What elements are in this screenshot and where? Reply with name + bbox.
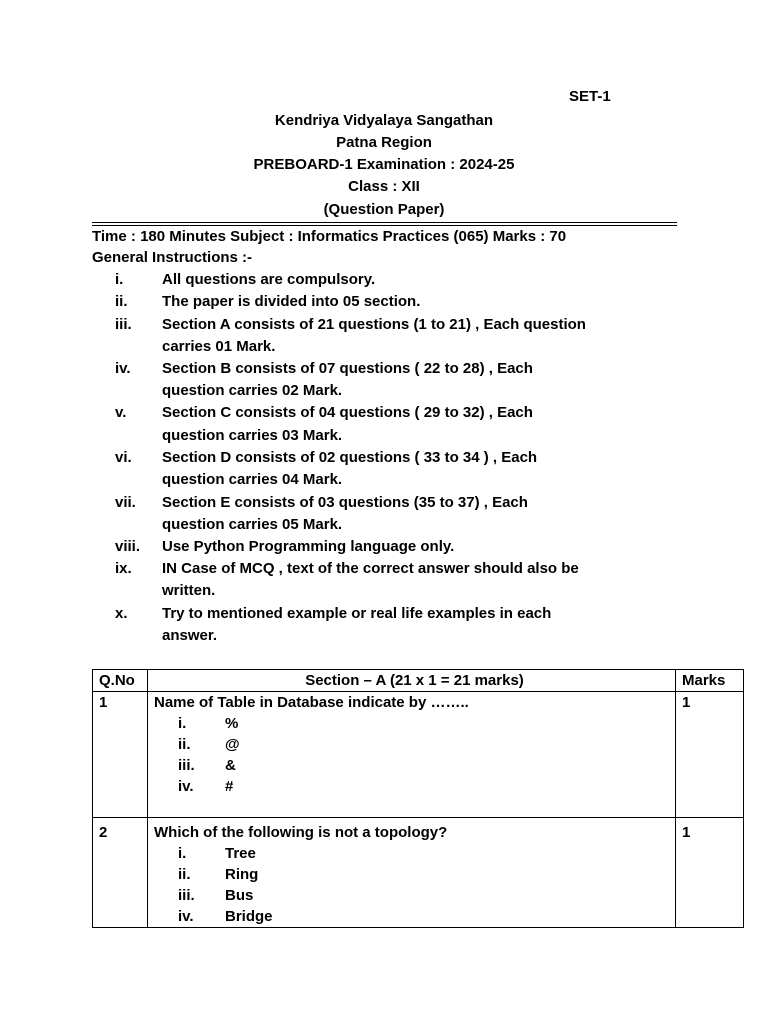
option-num: i. (178, 715, 187, 732)
instruction-text: The paper is divided into 05 section. (162, 293, 421, 310)
instruction-num: i. (115, 271, 124, 288)
question-cell (148, 692, 676, 818)
instruction-text: question carries 05 Mark. (162, 516, 343, 533)
instruction-text: Section D consists of 02 questions ( 33 to 34 ) , Each (162, 449, 538, 466)
option-text: Bus (225, 887, 254, 904)
instruction-text: answer. (162, 627, 218, 644)
instruction-text: Section B consists of 07 questions ( 22 to 28) , Each (162, 360, 533, 377)
option-num: iv. (178, 908, 194, 925)
option-text: % (225, 715, 239, 732)
instruction-text: question carries 02 Mark. (162, 382, 343, 399)
instruction-text: All questions are compulsory. (162, 271, 376, 288)
question-table (92, 669, 744, 928)
option-num: ii. (178, 736, 191, 753)
option-text: @ (225, 736, 240, 753)
option (154, 713, 675, 734)
section-header: Section – A (21 x 1 = 21 marks) (148, 670, 676, 692)
question-marks: 1 (676, 818, 744, 928)
meta-line: Time : 180 Minutes Subject : Informatics Practices (065) Marks : 70 (92, 228, 567, 245)
question-text: Name of Table in Database indicate by …….. (154, 694, 469, 711)
paper-label: (Question Paper) (323, 201, 445, 218)
option-text: Tree (225, 845, 256, 862)
instruction-text: Section A consists of 21 questions (1 to 21) , Each question (162, 316, 586, 333)
option-num: iii. (178, 757, 195, 774)
question-text: Which of the following is not a topology? (154, 824, 448, 841)
option (154, 885, 675, 906)
option-text: # (225, 778, 234, 795)
instruction-text: question carries 03 Mark. (162, 427, 343, 444)
question-cell (148, 818, 676, 928)
instruction-num: x. (115, 605, 128, 622)
region-name: Patna Region (336, 134, 432, 151)
double-rule-bottom (92, 225, 677, 226)
qno-header: Q.No (93, 670, 148, 692)
option (154, 734, 675, 755)
instruction-num: iii. (115, 316, 132, 333)
option (154, 755, 675, 776)
org-name: Kendriya Vidyalaya Sangathan (274, 112, 494, 129)
instruction-num: v. (115, 404, 127, 421)
instruction-text: Section E consists of 03 questions (35 to 37) , Each (162, 494, 528, 511)
table-row (93, 692, 744, 818)
question-number: 1 (93, 692, 148, 818)
option-text: & (225, 757, 236, 774)
table-row (93, 818, 744, 928)
exam-title: PREBOARD-1 Examination : 2024-25 (253, 156, 515, 173)
option-num: iii. (178, 887, 195, 904)
instruction-num: viii. (115, 538, 141, 555)
instruction-text: Try to mentioned example or real life examples in each (162, 605, 552, 622)
option-text: Bridge (225, 908, 273, 925)
instruction-text: written. (162, 582, 216, 599)
option-num: ii. (178, 866, 191, 883)
option (154, 906, 675, 927)
option-num: i. (178, 845, 187, 862)
table-header-row (93, 670, 744, 692)
instruction-text: Use Python Programming language only. (162, 538, 455, 555)
option-num: iv. (178, 778, 194, 795)
instruction-num: iv. (115, 360, 131, 377)
option (154, 864, 675, 885)
instructions-title: General Instructions :- (92, 249, 253, 266)
instruction-text: question carries 04 Mark. (162, 471, 343, 488)
question-number: 2 (93, 818, 148, 928)
option-text: Ring (225, 866, 259, 883)
question-marks: 1 (676, 692, 744, 818)
instruction-text: IN Case of MCQ , text of the correct answer should also be (162, 560, 579, 577)
instruction-num: vii. (115, 494, 136, 511)
instruction-text: Section C consists of 04 questions ( 29 to 32) , Each (162, 404, 533, 421)
instruction-text: carries 01 Mark. (162, 338, 276, 355)
option (154, 776, 675, 797)
set-label: SET-1 (569, 88, 611, 105)
option (154, 843, 675, 864)
class-label: Class : XII (348, 178, 420, 195)
instruction-num: ii. (115, 293, 128, 310)
double-rule-top (92, 222, 677, 223)
instruction-num: ix. (115, 560, 132, 577)
instruction-num: vi. (115, 449, 132, 466)
marks-header: Marks (676, 670, 744, 692)
